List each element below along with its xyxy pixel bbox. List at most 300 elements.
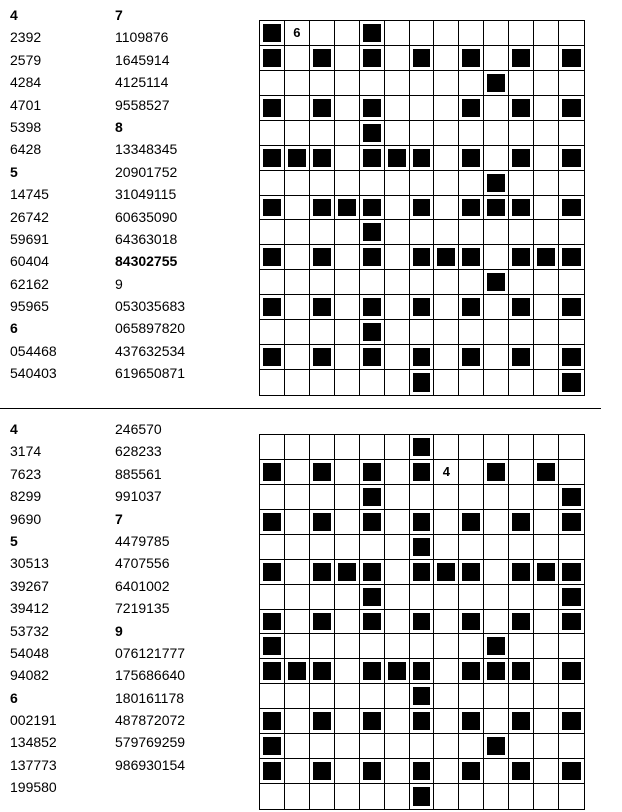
grid-cell[interactable] [559, 320, 584, 345]
grid-cell[interactable] [335, 784, 360, 809]
grid-cell[interactable] [534, 21, 559, 46]
given-digit: 4 [442, 464, 451, 480]
grid-cell[interactable] [335, 585, 360, 610]
grid-cell[interactable] [459, 71, 484, 96]
grid-cell[interactable] [534, 784, 559, 809]
grid-cell[interactable] [534, 270, 559, 295]
grid-cell[interactable] [335, 171, 360, 196]
grid-cell[interactable] [385, 535, 410, 560]
grid-cell[interactable] [434, 435, 459, 460]
blocked-cell [459, 295, 484, 320]
grid-cell[interactable] [385, 734, 410, 759]
grid-cell[interactable] [434, 759, 459, 784]
grid-cell[interactable] [285, 345, 310, 370]
grid-cell[interactable] [509, 121, 534, 146]
grid-cell[interactable] [534, 684, 559, 709]
grid-cell[interactable] [459, 535, 484, 560]
grid-cell[interactable] [360, 784, 385, 809]
grid-cell[interactable] [534, 510, 559, 535]
grid-cell[interactable] [534, 370, 559, 395]
grid-cell[interactable] [484, 370, 509, 395]
grid-cell[interactable] [434, 535, 459, 560]
grid-cell[interactable] [484, 535, 509, 560]
grid-cell[interactable] [509, 460, 534, 485]
grid-cell[interactable] [260, 435, 285, 460]
grid-cell[interactable] [335, 320, 360, 345]
number-entry: 9690 [10, 510, 42, 527]
grid-cell[interactable] [385, 784, 410, 809]
black-square [413, 199, 431, 217]
grid-cell[interactable] [459, 435, 484, 460]
grid-cell[interactable] [410, 270, 435, 295]
grid-cell[interactable] [310, 171, 335, 196]
length-heading: 6 [10, 689, 18, 706]
grid-cell[interactable] [484, 345, 509, 370]
grid-cell[interactable] [484, 46, 509, 71]
grid-cell[interactable] [285, 585, 310, 610]
grid-cell[interactable] [360, 171, 385, 196]
grid-cell[interactable] [559, 634, 584, 659]
grid-cell[interactable] [410, 171, 435, 196]
grid-cell[interactable] [310, 370, 335, 395]
grid-cell[interactable] [335, 510, 360, 535]
grid-cell[interactable] [335, 71, 360, 96]
grid-cell[interactable] [534, 220, 559, 245]
grid-cell[interactable] [509, 21, 534, 46]
grid-cell[interactable] [509, 784, 534, 809]
grid-cell[interactable] [335, 270, 360, 295]
grid-cell[interactable] [410, 71, 435, 96]
grid-cell[interactable] [484, 121, 509, 146]
grid-cell[interactable] [459, 320, 484, 345]
grid-cell[interactable] [434, 295, 459, 320]
grid-cell[interactable] [534, 121, 559, 146]
grid-cell[interactable] [335, 734, 360, 759]
grid-cell[interactable] [534, 345, 559, 370]
grid-cell[interactable] [285, 171, 310, 196]
grid-cell[interactable] [410, 585, 435, 610]
grid-cell[interactable] [260, 585, 285, 610]
grid-cell[interactable] [310, 684, 335, 709]
grid-cell[interactable] [534, 485, 559, 510]
grid-cell[interactable] [484, 709, 509, 734]
grid-cell[interactable] [484, 435, 509, 460]
black-square [263, 463, 281, 481]
grid-cell[interactable] [335, 245, 360, 270]
grid-cell[interactable] [360, 535, 385, 560]
grid-cell[interactable] [434, 46, 459, 71]
grid-cell[interactable] [385, 634, 410, 659]
blocked-cell [534, 245, 559, 270]
grid-cell[interactable] [509, 270, 534, 295]
black-square [313, 662, 331, 680]
grid-cell[interactable] [459, 270, 484, 295]
blocked-cell [509, 345, 534, 370]
grid-cell[interactable] [385, 245, 410, 270]
grid-cell[interactable] [385, 270, 410, 295]
grid-cell[interactable] [285, 21, 310, 46]
grid-cell[interactable] [434, 460, 459, 485]
grid-cell[interactable] [385, 21, 410, 46]
grid-cell[interactable] [534, 146, 559, 171]
grid-cell[interactable] [385, 320, 410, 345]
grid-cell[interactable] [385, 71, 410, 96]
grid-cell[interactable] [410, 121, 435, 146]
grid-cell[interactable] [434, 196, 459, 221]
grid-cell[interactable] [410, 485, 435, 510]
grid-cell[interactable] [360, 684, 385, 709]
grid-cell[interactable] [484, 146, 509, 171]
grid-cell[interactable] [310, 485, 335, 510]
black-square [437, 563, 455, 581]
grid-cell[interactable] [335, 610, 360, 635]
grid-cell[interactable] [335, 535, 360, 560]
grid-cell[interactable] [310, 585, 335, 610]
black-square [363, 488, 381, 506]
number-entry: 4284 [10, 74, 42, 91]
grid-cell[interactable] [484, 21, 509, 46]
grid-cell[interactable] [459, 734, 484, 759]
grid-cell[interactable] [559, 220, 584, 245]
grid-cell[interactable] [410, 734, 435, 759]
grid-cell[interactable] [285, 535, 310, 560]
grid-cell[interactable] [285, 71, 310, 96]
grid-cell[interactable] [260, 535, 285, 560]
grid-cell[interactable] [260, 684, 285, 709]
grid-cell[interactable] [385, 610, 410, 635]
blocked-cell [484, 659, 509, 684]
grid-cell[interactable] [285, 784, 310, 809]
grid-cell[interactable] [484, 485, 509, 510]
grid-cell[interactable] [434, 684, 459, 709]
grid-cell[interactable] [385, 709, 410, 734]
grid-cell[interactable] [310, 71, 335, 96]
grid-cell[interactable] [285, 295, 310, 320]
grid-cell[interactable] [534, 435, 559, 460]
grid-cell[interactable] [534, 659, 559, 684]
blocked-cell [410, 345, 435, 370]
grid-cell[interactable] [285, 196, 310, 221]
grid-cell[interactable] [285, 245, 310, 270]
grid-cell[interactable] [360, 71, 385, 96]
grid-cell[interactable] [434, 320, 459, 345]
grid-cell[interactable] [434, 71, 459, 96]
grid-cell[interactable] [434, 171, 459, 196]
grid-cell[interactable] [534, 610, 559, 635]
grid-cell[interactable] [534, 634, 559, 659]
grid-cell[interactable] [434, 345, 459, 370]
grid-cell[interactable] [534, 535, 559, 560]
grid-cell[interactable] [385, 684, 410, 709]
blocked-cell [509, 196, 534, 221]
grid-cell[interactable] [285, 759, 310, 784]
grid-cell[interactable] [260, 171, 285, 196]
black-square [413, 538, 431, 556]
grid-cell[interactable] [434, 270, 459, 295]
grid-cell[interactable] [385, 510, 410, 535]
number-entry: 8299 [10, 488, 42, 505]
grid-cell[interactable] [285, 709, 310, 734]
grid-cell[interactable] [509, 734, 534, 759]
grid-cell[interactable] [509, 585, 534, 610]
grid-cell[interactable] [385, 759, 410, 784]
grid-cell[interactable] [310, 320, 335, 345]
grid-cell[interactable] [484, 96, 509, 121]
grid-cell[interactable] [509, 535, 534, 560]
grid-cell[interactable] [335, 684, 360, 709]
grid-cell[interactable] [434, 709, 459, 734]
grid-cell[interactable] [360, 435, 385, 460]
grid-cell[interactable] [534, 320, 559, 345]
black-square [288, 662, 306, 680]
grid-cell[interactable] [434, 21, 459, 46]
grid-cell[interactable] [534, 734, 559, 759]
blocked-cell [360, 245, 385, 270]
grid-cell[interactable] [335, 435, 360, 460]
grid-cell[interactable] [335, 96, 360, 121]
grid-cell[interactable] [260, 71, 285, 96]
blocked-cell [410, 435, 435, 460]
grid-cell[interactable] [360, 270, 385, 295]
grid-cell[interactable] [484, 759, 509, 784]
grid-cell[interactable] [360, 734, 385, 759]
grid-cell[interactable] [285, 96, 310, 121]
grid-cell[interactable] [534, 295, 559, 320]
grid-cell[interactable] [335, 759, 360, 784]
grid-cell[interactable] [310, 270, 335, 295]
grid-cell[interactable] [509, 485, 534, 510]
grid-cell[interactable] [534, 196, 559, 221]
length-heading: 7 [115, 7, 123, 23]
grid-cell[interactable] [310, 535, 335, 560]
grid-cell[interactable] [434, 485, 459, 510]
grid-cell[interactable] [459, 485, 484, 510]
grid-cell[interactable] [410, 21, 435, 46]
grid-cell[interactable] [484, 610, 509, 635]
grid-cell[interactable] [484, 585, 509, 610]
grid-cell[interactable] [285, 634, 310, 659]
grid-cell[interactable] [434, 96, 459, 121]
grid-cell[interactable] [385, 46, 410, 71]
grid-cell[interactable] [434, 220, 459, 245]
grid-cell[interactable] [459, 684, 484, 709]
grid-cell[interactable] [559, 784, 584, 809]
grid-cell[interactable] [285, 270, 310, 295]
grid-cell[interactable] [310, 121, 335, 146]
grid-cell[interactable] [434, 121, 459, 146]
blocked-cell [260, 560, 285, 585]
grid-cell[interactable] [434, 585, 459, 610]
grid-cell[interactable] [385, 220, 410, 245]
grid-cell[interactable] [285, 121, 310, 146]
grid-cell[interactable] [285, 435, 310, 460]
grid-cell[interactable] [484, 684, 509, 709]
grid-cell[interactable] [559, 734, 584, 759]
grid-cell[interactable] [335, 659, 360, 684]
grid-cell[interactable] [559, 684, 584, 709]
grid-cell[interactable] [534, 171, 559, 196]
grid-cell[interactable] [260, 270, 285, 295]
grid-cell[interactable] [459, 460, 484, 485]
grid-cell[interactable] [534, 585, 559, 610]
grid-cell[interactable] [285, 220, 310, 245]
grid-cell[interactable] [559, 435, 584, 460]
grid-cell[interactable] [410, 220, 435, 245]
grid-cell[interactable] [335, 146, 360, 171]
black-square [437, 248, 455, 266]
grid-cell[interactable] [310, 784, 335, 809]
grid-cell[interactable] [509, 71, 534, 96]
grid-cell[interactable] [335, 485, 360, 510]
blocked-cell [260, 96, 285, 121]
grid-cell[interactable] [285, 320, 310, 345]
grid-cell[interactable] [410, 320, 435, 345]
grid-cell[interactable] [335, 46, 360, 71]
grid-cell[interactable] [385, 435, 410, 460]
grid-cell[interactable] [410, 634, 435, 659]
grid-cell[interactable] [310, 634, 335, 659]
grid-cell[interactable] [285, 460, 310, 485]
grid-cell[interactable] [310, 734, 335, 759]
grid-cell[interactable] [385, 460, 410, 485]
black-square [263, 637, 281, 655]
blocked-cell [360, 709, 385, 734]
grid-cell[interactable] [310, 220, 335, 245]
grid-cell[interactable] [285, 485, 310, 510]
grid-cell[interactable] [459, 634, 484, 659]
grid-cell[interactable] [285, 560, 310, 585]
grid-cell[interactable] [534, 96, 559, 121]
grid-cell[interactable] [509, 320, 534, 345]
grid-cell[interactable] [559, 71, 584, 96]
grid-cell[interactable] [385, 96, 410, 121]
grid-cell[interactable] [459, 121, 484, 146]
grid-cell[interactable] [285, 734, 310, 759]
grid-cell[interactable] [484, 295, 509, 320]
grid-cell[interactable] [335, 345, 360, 370]
black-square [413, 438, 431, 456]
grid-cell[interactable] [335, 21, 360, 46]
grid-cell[interactable] [285, 46, 310, 71]
number-entry: 1109876 [115, 29, 169, 46]
black-square [562, 488, 581, 506]
grid-cell[interactable] [360, 634, 385, 659]
grid-cell[interactable] [385, 196, 410, 221]
grid-cell[interactable] [260, 320, 285, 345]
grid-cell[interactable] [559, 270, 584, 295]
grid-cell[interactable] [509, 370, 534, 395]
grid-cell[interactable] [459, 784, 484, 809]
grid-cell[interactable] [434, 610, 459, 635]
grid-cell[interactable] [285, 684, 310, 709]
grid-cell[interactable] [410, 96, 435, 121]
grid-cell[interactable] [385, 121, 410, 146]
blocked-cell [459, 245, 484, 270]
grid-cell[interactable] [434, 634, 459, 659]
grid-cell[interactable] [335, 370, 360, 395]
grid-cell[interactable] [484, 510, 509, 535]
grid-cell[interactable] [534, 709, 559, 734]
grid-cell[interactable] [484, 784, 509, 809]
grid-cell[interactable] [335, 121, 360, 146]
grid-cell[interactable] [260, 121, 285, 146]
grid-cell[interactable] [434, 659, 459, 684]
grid-cell[interactable] [509, 684, 534, 709]
grid-cell[interactable] [484, 320, 509, 345]
grid-cell[interactable] [285, 610, 310, 635]
grid-cell[interactable] [434, 510, 459, 535]
number-list-column-2 [115, 4, 185, 385]
grid-cell[interactable] [385, 295, 410, 320]
grid-cell[interactable] [459, 220, 484, 245]
grid-cell[interactable] [335, 709, 360, 734]
black-square [512, 762, 530, 780]
grid-cell[interactable] [484, 245, 509, 270]
grid-cell[interactable] [310, 21, 335, 46]
grid-cell[interactable] [434, 370, 459, 395]
grid-cell[interactable] [434, 734, 459, 759]
grid-cell[interactable] [434, 146, 459, 171]
grid-cell[interactable] [385, 585, 410, 610]
grid-cell[interactable] [534, 71, 559, 96]
grid-cell[interactable] [434, 784, 459, 809]
grid-cell[interactable] [484, 560, 509, 585]
grid-cell[interactable] [534, 46, 559, 71]
grid-cell[interactable] [360, 370, 385, 395]
grid-cell[interactable] [559, 21, 584, 46]
fill-in-grid [259, 20, 585, 396]
blocked-cell [310, 460, 335, 485]
grid-cell[interactable] [559, 171, 584, 196]
grid-cell[interactable] [310, 435, 335, 460]
blocked-cell [285, 146, 310, 171]
grid-cell[interactable] [385, 345, 410, 370]
grid-cell[interactable] [335, 460, 360, 485]
grid-cell[interactable] [335, 220, 360, 245]
black-square [512, 199, 530, 217]
grid-cell[interactable] [459, 585, 484, 610]
grid-cell[interactable] [459, 21, 484, 46]
grid-cell[interactable] [260, 220, 285, 245]
blocked-cell [559, 146, 584, 171]
grid-cell[interactable] [285, 510, 310, 535]
grid-cell[interactable] [559, 535, 584, 560]
number-entry: 60635090 [115, 208, 178, 225]
blocked-cell [360, 21, 385, 46]
grid-cell[interactable] [260, 370, 285, 395]
grid-cell[interactable] [459, 171, 484, 196]
grid-cell[interactable] [484, 220, 509, 245]
black-square [413, 348, 431, 366]
grid-cell[interactable] [509, 220, 534, 245]
grid-cell[interactable] [509, 171, 534, 196]
grid-cell[interactable] [459, 370, 484, 395]
grid-cell[interactable] [335, 295, 360, 320]
grid-cell[interactable] [385, 370, 410, 395]
grid-cell[interactable] [385, 560, 410, 585]
grid-cell[interactable] [285, 370, 310, 395]
grid-cell[interactable] [385, 485, 410, 510]
grid-cell[interactable] [534, 759, 559, 784]
grid-cell[interactable] [260, 485, 285, 510]
grid-cell[interactable] [559, 460, 584, 485]
grid-cell[interactable] [559, 121, 584, 146]
grid-cell[interactable] [509, 634, 534, 659]
grid-cell[interactable] [509, 435, 534, 460]
grid-cell[interactable] [260, 784, 285, 809]
grid-cell[interactable] [335, 634, 360, 659]
grid-cell[interactable] [385, 171, 410, 196]
